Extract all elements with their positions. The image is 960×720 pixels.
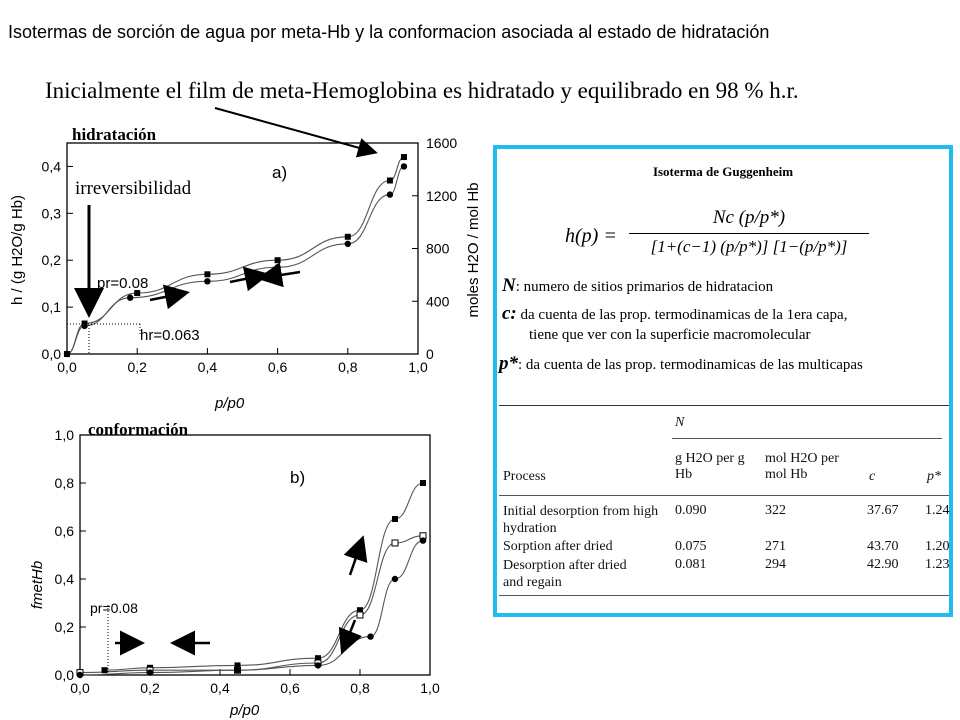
chart-a-panel-label: a): [272, 163, 288, 182]
data-point: [387, 178, 393, 184]
data-point: [357, 612, 363, 618]
table-row-3-c: 42.90: [867, 557, 899, 572]
table-bottom-rule: [499, 595, 949, 596]
x-tick-label: 0,8: [350, 680, 370, 696]
y-tick-label: 0,0: [54, 667, 74, 683]
data-point: [401, 154, 407, 160]
data-point: [204, 278, 210, 284]
data-point: [392, 516, 398, 522]
data-point: [77, 672, 83, 678]
table-header-g: g H2O per g Hb: [675, 451, 745, 482]
table-row-1-pstar: 1.24: [925, 503, 950, 518]
table-row-2-c: 43.70: [867, 539, 899, 554]
x-tick-label: 0,6: [280, 680, 300, 696]
table-header-c: c: [869, 469, 876, 484]
conformacion-label: conformación: [88, 420, 189, 439]
chart-b: [0, 425, 490, 720]
y-right-tick-label: 400: [426, 293, 450, 310]
y-tick-label: 0,2: [54, 619, 74, 635]
table-header-process: Process: [503, 469, 546, 484]
data-point: [147, 669, 153, 675]
chart-b-panel-label: b): [290, 468, 306, 487]
data-point: [387, 191, 393, 197]
table-row-3-pstar: 1.23: [925, 557, 950, 572]
table-row-2-g: 0.075: [675, 539, 707, 554]
data-point: [392, 576, 398, 582]
table-row-3-g: 0.081: [675, 557, 707, 572]
chart-a-annotation-hr: hr=0.063: [140, 327, 200, 344]
table-row-2-pstar: 1.20: [925, 539, 950, 554]
equation-fraction-bar: [629, 233, 869, 234]
data-point: [420, 480, 426, 486]
y-right-tick-label: 1200: [426, 187, 458, 204]
table-group-rule: [672, 438, 942, 439]
x-tick-label: 1,0: [408, 359, 428, 375]
x-tick-label: 0,6: [267, 359, 288, 375]
table-row-1-g: 0.090: [675, 503, 707, 518]
x-tick-label: 0,0: [70, 680, 90, 696]
chart-a-annotation-pr: pr=0.08: [97, 275, 149, 292]
x-tick-label: 0,2: [140, 680, 160, 696]
table-top-rule: [499, 405, 949, 406]
series-line: [67, 166, 404, 354]
table-group-header: N: [675, 415, 685, 430]
y-tick-label: 0,3: [41, 205, 61, 222]
definition-c: c: da cuenta de las prop. termodinamicas de la 1era capa,: [502, 303, 848, 324]
panel-title: Isoterma de Guggenheim: [652, 164, 794, 179]
direction-arrow: [350, 540, 362, 575]
chart-b-xlabel: p/p0: [230, 702, 260, 719]
y-tick-label: 0,4: [41, 158, 61, 175]
table-header-pstar: p*: [927, 469, 941, 484]
data-point: [204, 271, 210, 277]
table-row-3-mol: 294: [765, 557, 786, 572]
y-tick-label: 0,2: [41, 252, 61, 269]
data-point: [127, 295, 133, 301]
x-tick-label: 0,4: [197, 359, 218, 375]
direction-arrow: [262, 272, 300, 278]
data-point: [102, 667, 108, 673]
y-tick-label: 0,0: [41, 346, 61, 362]
chart-a-ylabel: h / (g H2O/g Hb): [9, 194, 26, 306]
y-tick-label: 0,1: [41, 299, 61, 316]
table-row-1-c: 37.67: [867, 503, 899, 518]
data-point: [64, 351, 70, 357]
series-line: [67, 157, 404, 354]
guggenheim-panel: [493, 145, 953, 617]
definition-pstar: p*: da cuenta de las prop. termodinamicas de las multicapas: [499, 353, 863, 374]
direction-arrow: [230, 275, 265, 282]
data-point: [345, 241, 351, 247]
data-point: [315, 662, 321, 668]
table-row-1-process: Initial desorption from high hydration: [503, 504, 659, 536]
hidratacion-label: hidratación: [72, 125, 157, 144]
x-tick-label: 0,8: [338, 359, 358, 375]
x-tick-label: 0,2: [127, 359, 147, 375]
series-line: [105, 483, 424, 670]
data-point: [274, 264, 280, 270]
chart-b-annotation-pr: pr=0.08: [90, 600, 138, 616]
table-row-3-process: Desorption after dried and regain: [503, 558, 627, 590]
equation-denominator: [1+(c−1) (p/p*)] [1−(p/p*)]: [650, 237, 848, 256]
table-row-2-process: Sorption after dried: [503, 539, 613, 554]
y-right-tick-label: 800: [426, 240, 450, 257]
chart-b-ylabel: fmetHb: [29, 560, 46, 610]
chart-a-frame: [67, 143, 418, 354]
table-header-rule: [499, 495, 949, 496]
table-row-2-mol: 271: [765, 539, 786, 554]
chart-b-frame: [80, 435, 430, 675]
equation-numerator: Nc (p/p*): [712, 207, 786, 228]
equation-lhs: h(p) =: [565, 225, 617, 247]
chart-a-ylabel-right: moles H2O / mol Hb: [465, 182, 482, 318]
y-tick-label: 1,0: [54, 427, 74, 443]
chart-a-xlabel: p/p0: [215, 395, 245, 412]
definition-c-cont: tiene que ver con la superficie macromolecular: [529, 327, 811, 343]
data-point: [234, 667, 240, 673]
x-tick-label: 0,0: [57, 359, 77, 375]
irreversibilidad-label: irreversibilidad: [75, 178, 192, 199]
data-point: [420, 537, 426, 543]
x-tick-label: 1,0: [420, 680, 440, 696]
y-right-tick-label: 1600: [426, 135, 458, 151]
x-tick-label: 0,4: [210, 680, 230, 696]
data-point: [367, 633, 373, 639]
y-tick-label: 0,4: [54, 571, 74, 587]
y-tick-label: 0,6: [54, 523, 74, 539]
definition-n: N: numero de sitios primarios de hidratacion: [502, 275, 774, 296]
slide-title: Isotermas de sorción de agua por meta-Hb y la conformacion asociada al estado de hidratación: [8, 22, 770, 42]
chart-a: [0, 130, 490, 415]
slide-subtitle: Inicialmente el film de meta-Hemoglobina es hidratado y equilibrado en 98 % h.r.: [45, 78, 799, 103]
data-point: [392, 540, 398, 546]
table-row-1-mol: 322: [765, 503, 786, 518]
data-point: [401, 163, 407, 169]
y-right-tick-label: 0: [426, 346, 434, 362]
table-header-mol: mol H2O per mol Hb: [765, 451, 839, 482]
y-tick-label: 0,8: [54, 475, 74, 491]
data-point: [275, 257, 281, 263]
data-point: [345, 234, 351, 240]
